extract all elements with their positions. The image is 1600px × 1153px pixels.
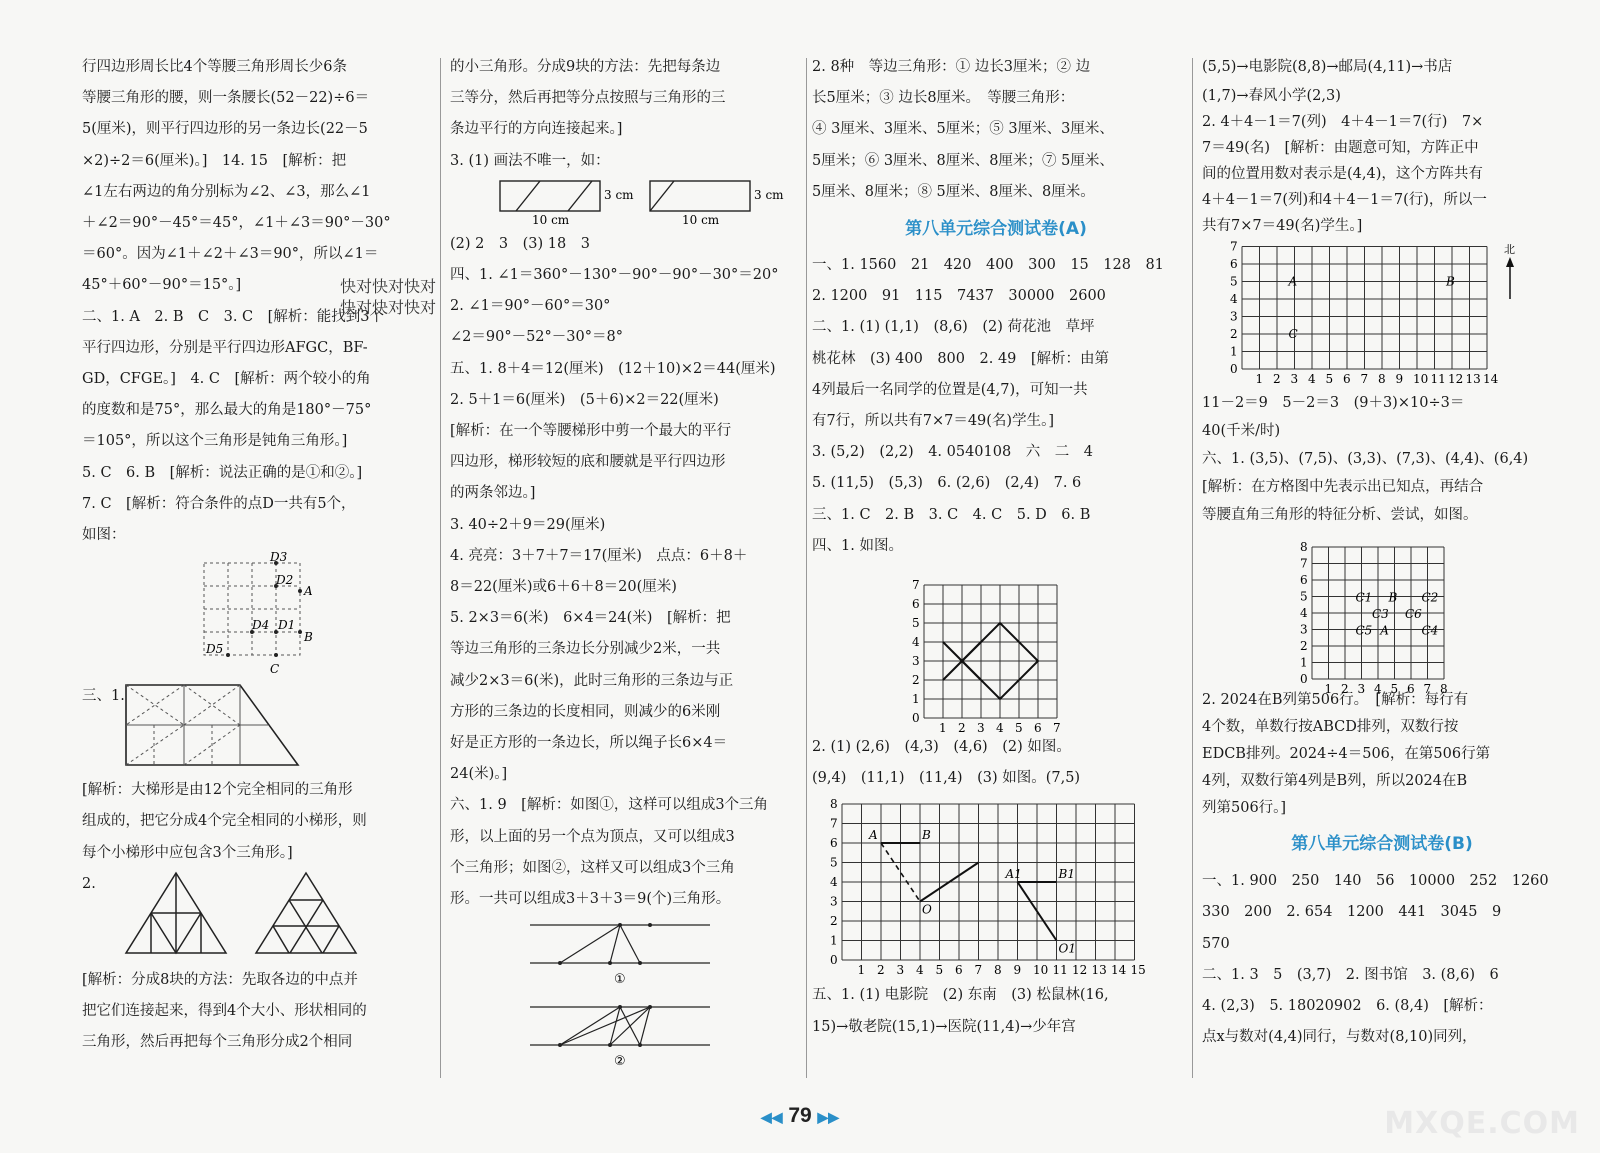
x-tick-label: 12 [1072, 963, 1088, 978]
x-tick-label: 3 [977, 721, 985, 736]
text-line: 3. (5,2) (2,2) 4. 0540108 六 二 4 [812, 444, 1093, 461]
x-tick-label: 6 [1343, 372, 1351, 387]
figure-label: C [270, 662, 280, 677]
y-tick-label: 8 [1300, 540, 1308, 555]
section-title: 第八单元综合测试卷(A) [905, 219, 1087, 240]
point-label: A [1288, 274, 1298, 289]
y-tick-label: 1 [830, 933, 838, 948]
text-line: (9,4) (11,1) (11,4) (3) 如图。(7,5) [812, 770, 1081, 787]
next-arrow-icon: ▶▶ [817, 1109, 840, 1125]
text-line: 等腰三角形的腰，则一条腰长(52－22)÷6＝ [82, 90, 370, 107]
y-tick-label: 6 [1300, 573, 1308, 588]
x-tick-label: 4 [1374, 682, 1382, 697]
x-tick-label: 15 [1130, 963, 1146, 978]
x-tick-label: 5 [1390, 682, 1399, 697]
text-line: 三等分，然后再把等分点按照与三角形的三 [450, 90, 726, 107]
text-line: [解析：分成8块的方法：先取各边的中点并 [82, 971, 358, 988]
y-tick-label: 1 [912, 692, 920, 707]
answer-column-2 [450, 52, 800, 1071]
y-tick-label: 3 [1230, 309, 1238, 324]
diamond-grid-figure [812, 562, 1180, 736]
text-line: 好是正方形的一条边长，所以绳子长6×4＝ [450, 735, 728, 752]
x-tick-label: 10 [1033, 963, 1049, 978]
text-line: 2. [82, 875, 96, 892]
text-line: 三、1. [82, 688, 125, 705]
x-tick-label: 5 [935, 963, 944, 978]
x-tick-label: 3 [1290, 372, 1299, 387]
figure-label: 10 cm [532, 212, 570, 227]
text-line: 5(厘米)，则平行四边形的另一条边长(22－5 [82, 121, 368, 138]
text-line: (2) 2 3 (3) 18 3 [450, 235, 590, 252]
text-line: 六、1. 9 [解析：如图①，这样可以组成3个三角 [450, 797, 769, 814]
text-line: ④ 3厘米、3厘米、5厘米；⑤ 3厘米、3厘米、 [812, 121, 1114, 138]
y-tick-label: 7 [912, 578, 920, 593]
section-title: 第八单元综合测试卷(B) [1291, 834, 1473, 855]
text-line: ∠1左右两边的角分别标为∠2、∠3，那么∠1 [82, 183, 371, 200]
x-tick-label: 11 [1052, 963, 1068, 978]
text-line: 减少2×3＝6(米)，此时三角形的三条边与正 [450, 672, 734, 689]
x-tick-label: 11 [1430, 372, 1446, 387]
y-tick-label: 0 [1230, 362, 1238, 377]
text-line: 一、1. 1560 21 420 400 300 15 128 81 [812, 257, 1164, 274]
text-line: 组成的，把它分成4个完全相同的小梯形，则 [82, 813, 367, 830]
text-line: 点x与数对(4,4)同行，与数对(8,10)同列， [1202, 1029, 1477, 1046]
y-tick-label: 2 [830, 914, 838, 929]
y-tick-label: 0 [830, 953, 838, 968]
watermark-line: 快对快对快对 [340, 298, 437, 317]
text-line: 2. 8种 等边三角形：① 边长3厘米；② 边 [812, 59, 1091, 75]
text-line: 条边平行的方向连接起来。] [450, 121, 623, 138]
text-line: 形，以上面的另一个点为顶点，又可以组成3 [450, 828, 735, 845]
x-tick-label: 2 [877, 963, 885, 978]
point-label: C5 [1355, 623, 1373, 638]
x-tick-label: 13 [1465, 372, 1481, 387]
text-line: 的两条邻边。] [450, 485, 536, 502]
y-tick-label: 6 [830, 836, 838, 851]
x-tick-label: 5 [1325, 372, 1334, 387]
text-line: 四、1. 如图。 [812, 537, 903, 554]
text-line: ＋∠2＝90°－45°＝45°，∠1＋∠3＝90°－30° [82, 215, 391, 232]
x-tick-label: 9 [1395, 372, 1404, 387]
text-line: 有7行，所以共有7×7＝49(名)学生。] [812, 413, 1054, 430]
text-line: 4＋4－1＝7(列)和4＋4－1＝7(行)，所以一 [1202, 192, 1487, 209]
x-tick-label: 12 [1448, 372, 1464, 387]
y-tick-label: 4 [1300, 606, 1308, 621]
text-line: ∠2＝90°－52°－30°＝8° [450, 329, 623, 346]
north-grid-figure [1202, 239, 1562, 389]
text-line: 每个小梯形中应包含3个三角形。] [82, 844, 293, 861]
text-line: 40(千米/时) [1202, 423, 1281, 440]
text-line: 三角形，然后再把每个三角形分成2个相同 [82, 1034, 353, 1051]
figure-label: 10 cm [682, 212, 720, 227]
y-tick-label: 7 [830, 816, 838, 831]
x-tick-label: 14 [1111, 963, 1127, 978]
text-line: 四边形，梯形较短的底和腰就是平行四边形 [450, 454, 726, 471]
north-label: 北 [1504, 243, 1515, 257]
text-line: 方形的三条边的长度相同，则减少的6米刚 [450, 703, 721, 720]
text-line: ＝60°。因为∠1＋∠2＋∠3＝90°，所以∠1＝ [82, 246, 379, 263]
y-tick-label: 6 [912, 597, 920, 612]
text-line: 4列，双数行第4列是B列，所以2024在B [1202, 773, 1468, 790]
text-line: 五、1. 8＋4＝12(厘米) (12＋10)×2＝44(厘米) [450, 360, 776, 377]
text-line: 形。一共可以组成3＋3＋3＝9(个)三角形。 [450, 891, 731, 908]
answer-column-4 [1202, 52, 1562, 1053]
move-grid-figure [812, 794, 1180, 980]
text-line: GD，CFGE。] 4. C [解析：两个较小的角 [82, 371, 371, 388]
y-tick-label: 3 [912, 654, 920, 669]
text-line: 24(米)。] [450, 766, 508, 783]
watermark [340, 276, 436, 318]
text-line: 11－2＝9 5－2＝3 (9＋3)×10÷3＝ [1202, 395, 1465, 412]
text-line: 4列最后一名同学的位置是(4,7)，可知一共 [812, 381, 1088, 398]
figure-label: D2 [276, 573, 294, 588]
y-tick-label: 7 [1230, 239, 1238, 254]
text-line: 间的位置用数对表示是(4,4)，这个方阵共有 [1202, 166, 1483, 183]
figure-label: A [304, 584, 313, 599]
text-line: 个三角形；如图②，这样又可以组成3个三角 [450, 859, 735, 876]
text-line: 平行四边形，分别是平行四边形AFGC，BF- [82, 339, 368, 356]
x-tick-label: 2 [1273, 372, 1281, 387]
text-line: 等腰直角三角形的特征分析、尝试，如图。 [1202, 507, 1478, 524]
text-line: 5. C 6. B [解析：说法正确的是①和②。] [82, 464, 363, 481]
figure-label: 3 cm [754, 187, 784, 202]
y-tick-label: 3 [1300, 622, 1308, 637]
text-line: 570 [1202, 935, 1230, 952]
text-line: 二、1. (1) (1,1) (8,6) (2) 荷花池 草坪 [812, 319, 1095, 336]
y-tick-label: 0 [912, 711, 920, 726]
text-line: [解析：大梯形是由12个完全相同的三角形 [82, 782, 353, 799]
text-line: 2. 2024在B列第506行。 [解析：每行有 [1202, 692, 1469, 709]
x-tick-label: 8 [994, 963, 1002, 978]
text-line: 列第506行。] [1202, 800, 1287, 817]
x-tick-label: 14 [1483, 372, 1499, 387]
text-line: 把它们连接起来，得到4个大小、形状相同的 [82, 1003, 367, 1020]
y-tick-label: 5 [830, 855, 838, 870]
text-line: 共有7×7＝49(名)学生。] [1202, 218, 1363, 235]
y-tick-label: 2 [1300, 639, 1308, 654]
text-line: [解析：在一个等腰梯形中剪一个最大的平行 [450, 423, 732, 440]
figure-label: D1 [278, 618, 296, 633]
x-tick-label: 13 [1091, 963, 1107, 978]
text-line: 如图： [82, 527, 126, 544]
y-tick-label: 4 [912, 635, 920, 650]
text-line: (5,5)→电影院(8,8)→邮局(4,11)→书店 [1202, 59, 1453, 75]
point-label: O1 [1058, 941, 1076, 956]
y-tick-label: 7 [1300, 556, 1308, 571]
x-tick-label: 9 [1013, 963, 1022, 978]
point-label: C2 [1421, 590, 1439, 605]
page-number-value: 79 [788, 1104, 812, 1127]
x-tick-label: 7 [1053, 721, 1061, 736]
y-tick-label: 5 [912, 616, 920, 631]
north-arrow-head-icon [1506, 257, 1514, 267]
point-label: C4 [1421, 623, 1439, 638]
point-label: B [1388, 590, 1398, 605]
text-line: 15)→敬老院(15,1)→医院(11,4)→少年宫 [812, 1018, 1076, 1035]
x-tick-label: 7 [1360, 372, 1369, 387]
text-line: (1,7)→春风小学(2,3) [1202, 88, 1341, 105]
y-tick-label: 4 [1230, 292, 1238, 307]
figure-label: ② [614, 1054, 626, 1070]
figure-label: D3 [270, 550, 288, 565]
x-tick-label: 6 [1034, 721, 1042, 736]
point-label: B [1446, 274, 1455, 289]
point-label: B1 [1058, 867, 1075, 882]
y-tick-label: 1 [1300, 655, 1308, 670]
x-tick-label: 7 [1423, 682, 1432, 697]
figure-label: D5 [206, 642, 224, 657]
point-label: C6 [1405, 607, 1422, 622]
text-line: 45°＋60°－90°＝15°。] [82, 277, 242, 294]
x-tick-label: 2 [1341, 682, 1349, 697]
x-tick-label: 6 [1407, 682, 1415, 697]
point-label: B [922, 828, 931, 843]
text-line: 5. (11,5) (5,3) 6. (2,6) (2,4) 7. 6 [812, 475, 1082, 492]
figure-label: 3 cm [604, 187, 634, 202]
text-line: 3. (1) 画法不唯一，如： [450, 152, 610, 169]
parallel-lines-figure [450, 915, 790, 1071]
site-logo: MXQE.COM [1384, 1106, 1580, 1141]
text-line: 5厘米、8厘米；⑧ 5厘米、8厘米、8厘米。 [812, 183, 1095, 200]
x-tick-label: 4 [1308, 372, 1316, 387]
figure-label: B [304, 630, 313, 645]
text-line: 等边三角形的三条边长分别减少2米，一共 [450, 641, 721, 658]
text-line: 的度数和是75°，那么最大的角是180°－75° [82, 402, 372, 419]
text-line: 六、1. (3,5)、(7,5)、(3,3)、(7,3)、(4,4)、(6,4) [1202, 451, 1529, 468]
x-tick-label: 10 [1413, 372, 1429, 387]
x-tick-label: 8 [1378, 372, 1386, 387]
text-line: EDCB排列。2024÷4＝506，在第506行第 [1202, 746, 1491, 763]
text-line: 2. 1200 91 115 7437 30000 2600 [812, 288, 1106, 305]
page-number [0, 1104, 1600, 1128]
answer-column-1 [82, 52, 426, 1058]
x-tick-label: 4 [916, 963, 924, 978]
y-tick-label: 0 [1300, 672, 1308, 687]
text-line: 2. 4＋4－1＝7(列) 4＋4－1＝7(行) 7× [1202, 114, 1484, 131]
text-line: 7＝49(名) [解析：由题意可知，方阵正中 [1202, 140, 1479, 157]
y-tick-label: 4 [830, 875, 838, 890]
text-line: 4个数，单数行按ABCD排列，双数行按 [1202, 719, 1459, 736]
x-tick-label: 7 [974, 963, 983, 978]
text-line: 的小三角形。分成9块的方法：先把每条边 [450, 59, 721, 75]
figure-label: ① [614, 972, 626, 988]
y-tick-label: 1 [1230, 344, 1238, 359]
y-tick-label: 6 [1230, 257, 1238, 272]
point-label: C [1288, 327, 1298, 342]
text-line: 2. ∠1＝90°－60°＝30° [450, 298, 611, 315]
point-label: O [922, 902, 932, 917]
text-line: 二、1. A 2. B C 3. C [解析：能找到3个 [82, 308, 385, 325]
text-line: 五、1. (1) 电影院 (2) 东南 (3) 松鼠林(16, [812, 987, 1109, 1004]
text-line: [解析：在方格图中先表示出已知点，再结合 [1202, 479, 1484, 496]
text-line: 2. (1) (2,6) (4,3) (4,6) (2) 如图。 [812, 739, 1071, 756]
watermark-line: 快对快对快对 [340, 277, 437, 296]
y-tick-label: 3 [830, 894, 838, 909]
y-tick-label: 5 [1300, 589, 1308, 604]
triangle-points-grid-figure [1202, 529, 1562, 697]
text-line: ×2)÷2＝6(厘米)。] 14. 15 [解析：把 [82, 152, 347, 169]
x-tick-label: 1 [1324, 682, 1333, 697]
text-line: 5. 2×3＝6(米) 6×4＝24(米) [解析：把 [450, 610, 731, 627]
x-tick-label: 1 [857, 963, 866, 978]
column-divider [440, 58, 441, 1078]
x-tick-label: 2 [958, 721, 966, 736]
point-label: A [869, 828, 878, 843]
column-divider [806, 58, 807, 1078]
text-line: 7. C [解析：符合条件的点D一共有5个， [82, 495, 356, 512]
answer-column-3 [812, 52, 1180, 1043]
text-line: 2. 5＋1＝6(厘米) (5＋6)×2＝22(厘米) [450, 391, 719, 408]
x-tick-label: 8 [1440, 682, 1448, 697]
text-line: 3. 40÷2＋9＝29(厘米) [450, 516, 606, 533]
point-label: C3 [1372, 607, 1389, 622]
text-line: 8＝22(厘米)或6＋6＋8＝20(厘米) [450, 579, 677, 596]
column-divider [1192, 58, 1193, 1078]
triangles-figure [122, 869, 362, 959]
text-line: 5厘米；⑥ 3厘米、8厘米、8厘米；⑦ 5厘米、 [812, 152, 1114, 169]
x-tick-label: 5 [1015, 721, 1023, 736]
text-line: 二、1. 3 5 (3,7) 2. 图书馆 3. (8,6) 6 [1202, 966, 1499, 983]
x-tick-label: 4 [996, 721, 1004, 736]
triangles-block [82, 869, 426, 965]
text-line: ＝105°，所以这个三角形是钝角三角形。] [82, 433, 348, 450]
text-line: 一、1. 900 250 140 56 10000 252 1260 [1202, 873, 1549, 890]
text-line: 四、1. ∠1＝360°－130°－90°－90°－30°＝20° [450, 267, 779, 284]
x-tick-label: 6 [955, 963, 963, 978]
text-line: 4. (2,3) 5. 18020902 6. (8,4) [解析： [1202, 998, 1493, 1015]
prev-arrow-icon: ◀◀ [760, 1109, 783, 1125]
text-line: 行四边形周长比4个等腰三角形周长少6条 [82, 59, 347, 75]
x-tick-label: 1 [939, 721, 947, 736]
dot-grid-figure [82, 551, 422, 681]
point-label: C1 [1355, 590, 1373, 605]
text-line: 三、1. C 2. B 3. C 4. C 5. D 6. B [812, 506, 1091, 523]
text-line: 长5厘米；③ 边长8厘米。 等腰三角形： [812, 90, 1075, 107]
y-tick-label: 5 [1230, 274, 1238, 289]
trapezoid-block [82, 681, 426, 775]
trapezoid-figure [122, 681, 302, 771]
point-label: A [1380, 623, 1389, 638]
text-line: 330 200 2. 654 1200 441 3045 9 [1202, 904, 1502, 921]
figure-label: D4 [252, 618, 270, 633]
x-tick-label: 1 [1255, 372, 1264, 387]
y-tick-label: 2 [912, 673, 920, 688]
y-tick-label: 8 [830, 797, 838, 812]
rectangle-figure [450, 177, 790, 229]
y-tick-label: 2 [1230, 327, 1238, 342]
x-tick-label: 3 [896, 963, 905, 978]
x-tick-label: 3 [1357, 682, 1366, 697]
point-label: A1 [1005, 867, 1022, 882]
text-line: 桃花林 (3) 400 800 2. 49 [解析：由第 [812, 350, 1110, 367]
text-line: 4. 亮亮：3＋7＋7＝17(厘米) 点点：6＋8＋ [450, 547, 748, 564]
